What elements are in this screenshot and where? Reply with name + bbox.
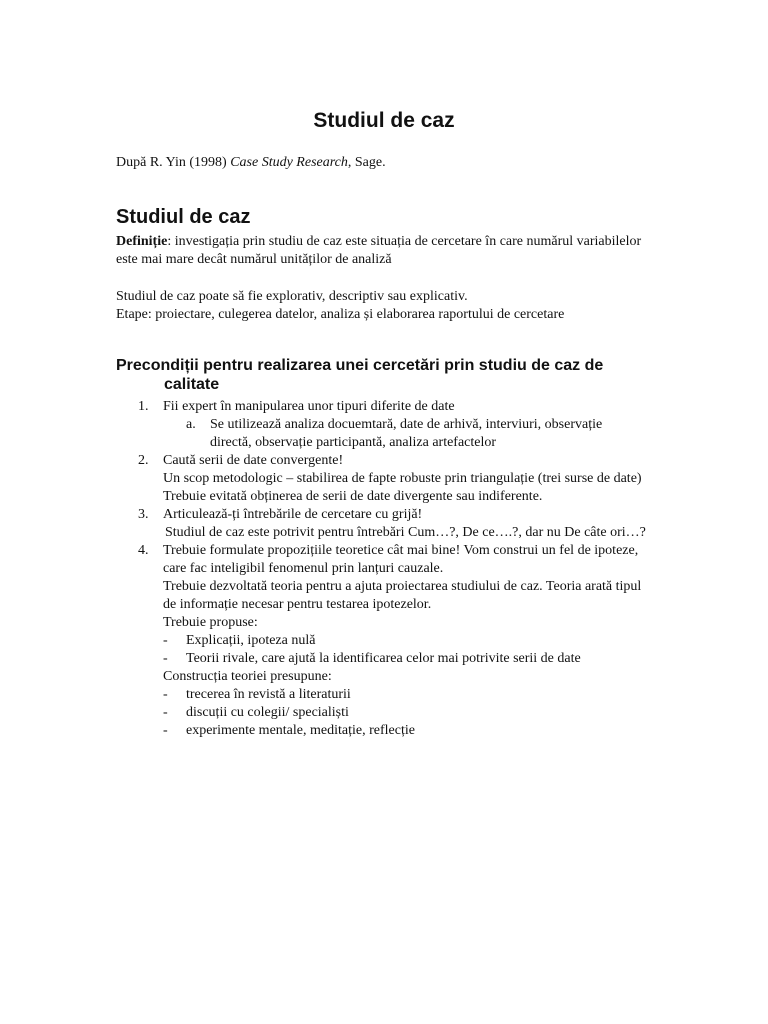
dash-item bbox=[116, 722, 646, 740]
preconditions-heading bbox=[116, 356, 656, 394]
list-item-4-detail-2: Trebuie propuse: bbox=[163, 615, 258, 630]
list-number: 3. bbox=[138, 507, 149, 522]
list-number: 4. bbox=[138, 543, 149, 558]
list-item-3 bbox=[116, 506, 646, 524]
list-item-text: Fii expert în manipularea unor tipuri diferite de date bbox=[163, 399, 455, 414]
reference-prefix: După R. Yin (1998) bbox=[116, 155, 231, 170]
dash-item bbox=[116, 632, 646, 650]
list-item-text: Caută serii de date convergente! bbox=[163, 453, 344, 468]
section-heading: Studiul de caz bbox=[116, 206, 251, 228]
definition-text: : investigația prin studiu de caz este situația de cercetare în care numărul variabilelor este mai mare decât numărul unităților de analiză bbox=[116, 234, 642, 267]
list-item-2-detail-1: Un scop metodologic – stabilirea de fapte robuste prin triangulație (trei surse de date) bbox=[163, 471, 642, 486]
dash-bullet: - bbox=[163, 633, 168, 648]
paragraph-stages: Etape: proiectare, culegerea datelor, analiza și elaborarea raportului de cercetare bbox=[116, 307, 565, 322]
definition-label: Definiție bbox=[116, 234, 168, 249]
list-item-2-detail-2: Trebuie evitată obținerea de serii de date divergente sau indiferente. bbox=[163, 489, 543, 504]
types-and-stages bbox=[116, 288, 656, 324]
dash-bullet: - bbox=[163, 687, 168, 702]
reference-suffix: , Sage. bbox=[347, 155, 386, 170]
sub-item-label: a. bbox=[186, 417, 196, 432]
list-item-4-detail-3: Construcția teoriei presupune: bbox=[163, 669, 332, 684]
dash-item bbox=[116, 650, 646, 668]
dash-item bbox=[116, 686, 646, 704]
definition-paragraph bbox=[116, 233, 656, 269]
dash-bullet: - bbox=[163, 723, 168, 738]
dash-bullet: - bbox=[163, 705, 168, 720]
preconditions-heading-line2: calitate bbox=[164, 376, 220, 393]
sub-item-text: Se utilizează analiza docuemtară, date de arhivă, interviuri, observație directă, observație participantă, analiza artefactelor bbox=[210, 417, 603, 450]
dash-item-text: experimente mentale, meditație, reflecție bbox=[186, 723, 415, 738]
document-title: Studiul de caz bbox=[313, 109, 455, 132]
preconditions-list bbox=[116, 398, 646, 740]
dash-bullet: - bbox=[163, 651, 168, 666]
dash-item-text: Explicații, ipoteza nulă bbox=[186, 633, 316, 648]
dash-item-text: trecerea în revistă a literaturii bbox=[186, 687, 351, 702]
list-item-4-detail-1: Trebuie dezvoltată teoria pentru a ajuta proiectarea studiului de caz. Teoria arată tipul de informație necesar pentru testarea ipotezelor. bbox=[163, 579, 642, 612]
list-number: 1. bbox=[138, 399, 149, 414]
dash-item-text: discuții cu colegii/ specialiști bbox=[186, 705, 349, 720]
dash-item-text: Teorii rivale, care ajută la identificarea celor mai potrivite serii de date bbox=[186, 651, 581, 666]
list-item-2 bbox=[116, 452, 646, 470]
reference-book-title: Case Study Research bbox=[230, 155, 348, 170]
list-item-1 bbox=[116, 398, 646, 416]
paragraph-types: Studiul de caz poate să fie explorativ, descriptiv sau explicativ. bbox=[116, 289, 468, 304]
list-number: 2. bbox=[138, 453, 149, 468]
list-item-text: Articulează-ți întrebările de cercetare cu grijă! bbox=[163, 507, 423, 522]
sub-item-a bbox=[116, 416, 646, 452]
list-item-4 bbox=[116, 542, 646, 578]
reference-line bbox=[116, 154, 386, 172]
list-item-text: Trebuie formulate propozițiile teoretice cât mai bine! Vom construi un fel de ipoteze, care fac inteligibil fenomenul prin lanțuri cauzale. bbox=[163, 543, 639, 576]
preconditions-heading-line1: Precondiții pentru realizarea unei cercetări prin studiu de caz de bbox=[116, 357, 604, 374]
list-item-3-detail-1: Studiul de caz este potrivit pentru întrebări Cum…?, De ce….?, dar nu De câte ori…? bbox=[165, 525, 646, 540]
dash-item bbox=[116, 704, 646, 722]
